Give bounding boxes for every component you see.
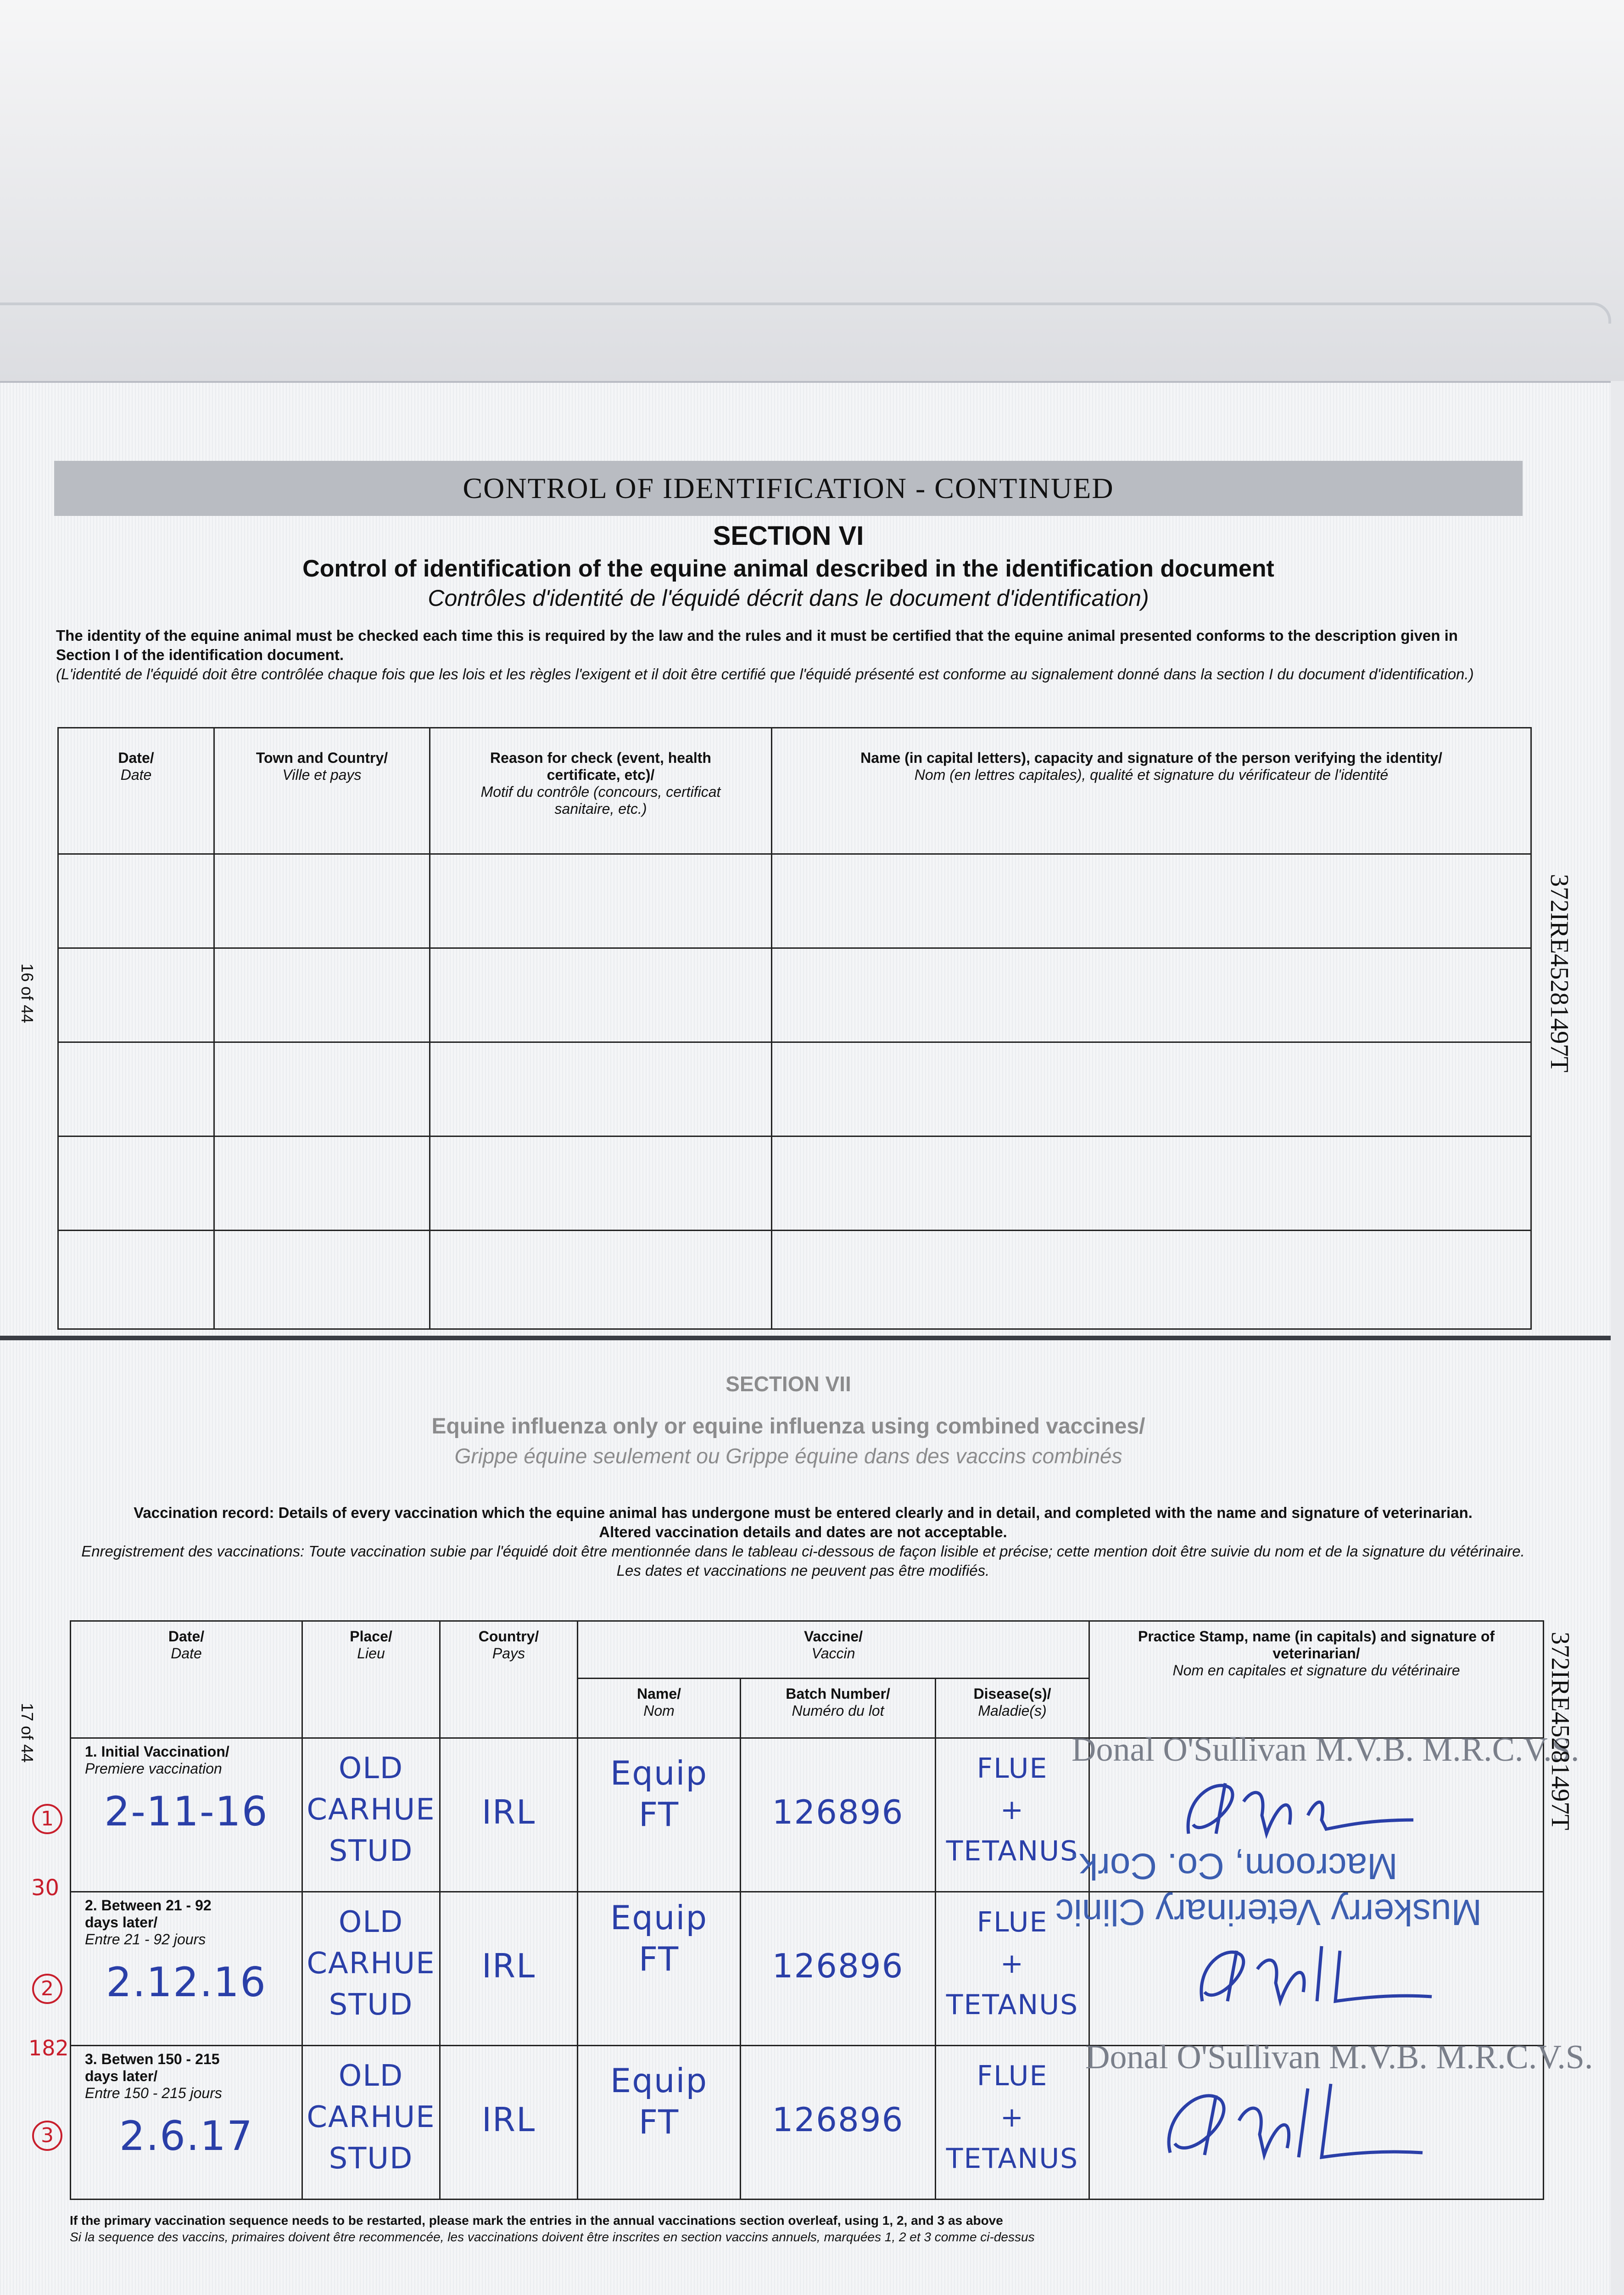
clinic-town-stamp: Macroom, Co. Cork. bbox=[1069, 1846, 1398, 1887]
cell[interactable] bbox=[58, 948, 214, 1042]
passport-id-top: 372IRE45281497T bbox=[1545, 874, 1574, 1073]
margin-circle-3: 3 bbox=[32, 2121, 62, 2151]
section-vi-title: SECTION VI bbox=[713, 521, 864, 551]
page-16 bbox=[0, 381, 1611, 1338]
vaccine-name-line: FT bbox=[638, 1940, 680, 1978]
disease-cell[interactable] bbox=[936, 1738, 1089, 1892]
vaccination-date-cell[interactable] bbox=[71, 1738, 302, 1892]
country-value: IRL bbox=[481, 1947, 536, 1985]
passport-id-bottom: 372IRE45281497T bbox=[1546, 1632, 1574, 1830]
vaccination-header-row-1 bbox=[71, 1621, 1544, 1679]
cell[interactable] bbox=[214, 1136, 430, 1231]
identity-instructions-fr: (L'identité de l'équidé doit être contrôlée chaque fois que les lois et les règles l'exigent et il doit être certifié que l'équidé présenté est conforme au signalement donné dans la section I du document d'identification.) bbox=[56, 666, 1474, 683]
identity-row bbox=[58, 854, 1531, 948]
disease-line: FLUE bbox=[977, 1752, 1048, 1785]
handwritten-date: 2-11-16 bbox=[104, 1788, 268, 1835]
identity-instructions bbox=[56, 626, 1506, 684]
disease-line: TETANUS bbox=[946, 1835, 1079, 1867]
row-label-en: 3. Betwen 150 - 215 days later/ bbox=[85, 2051, 220, 2084]
cell[interactable] bbox=[430, 948, 772, 1042]
section-vi-subtitle-en: Control of identification of the equine animal described in the identification document bbox=[302, 555, 1274, 582]
header-date: Date/ Date bbox=[58, 728, 214, 854]
header-town-country: Town and Country/ Ville et pays bbox=[214, 728, 430, 854]
disease-line: + bbox=[1000, 1948, 1025, 1980]
disease-line: FLUE bbox=[977, 1906, 1048, 1938]
disease-line: + bbox=[1000, 1794, 1025, 1826]
cell[interactable] bbox=[430, 1136, 772, 1231]
header-diseases: Disease(s)/ Maladie(s) bbox=[936, 1679, 1089, 1738]
disease-line: TETANUS bbox=[946, 1989, 1079, 2021]
header-vacc-date: Date/ Date bbox=[71, 1621, 302, 1738]
cell[interactable] bbox=[58, 1042, 214, 1136]
vaccine-name-cell[interactable] bbox=[578, 2046, 741, 2200]
country-cell[interactable] bbox=[440, 2046, 578, 2200]
cell[interactable] bbox=[772, 1136, 1531, 1231]
disease-line: TETANUS bbox=[946, 2143, 1079, 2175]
batch-value: 126896 bbox=[772, 2100, 904, 2139]
vaccination-date-cell[interactable] bbox=[71, 1892, 302, 2046]
margin-circle-1: 1 bbox=[32, 1804, 62, 1834]
cell[interactable] bbox=[214, 854, 430, 948]
footnote-en: If the primary vaccination sequence needs to be restarted, please mark the entries in the annual vaccinations section overleaf, using 1, 2, and 3 as above bbox=[70, 2213, 1003, 2228]
cell[interactable] bbox=[58, 1136, 214, 1231]
footnote-fr: Si la sequence des vaccins, primaires doivent être recommencée, les vaccinations doivent être inscrites en section vaccins annuels, marquées 1, 2 et 3 comme ci-dessus bbox=[70, 2230, 1035, 2244]
handwritten-date: 2.6.17 bbox=[119, 2112, 253, 2160]
batch-value: 126896 bbox=[772, 1793, 904, 1831]
batch-number-cell[interactable] bbox=[741, 1738, 936, 1892]
page-number-16: 16 of 44 bbox=[18, 963, 37, 1024]
place-line: CARHUE bbox=[307, 1793, 435, 1827]
batch-value: 126896 bbox=[772, 1947, 904, 1985]
row-label-en: 1. Initial Vaccination/ bbox=[85, 1743, 229, 1760]
header-batch-number: Batch Number/ Numéro du lot bbox=[741, 1679, 936, 1738]
handwritten-date: 2.12.16 bbox=[106, 1959, 267, 2006]
cell[interactable] bbox=[430, 854, 772, 948]
record-instructions-en-2: Altered vaccination details and dates are not acceptable. bbox=[599, 1523, 1007, 1540]
header-vaccine-name: Name/ Nom bbox=[578, 1679, 741, 1738]
facing-page-edge bbox=[0, 302, 1611, 324]
scanner-background bbox=[0, 0, 1624, 381]
cell[interactable] bbox=[772, 1042, 1531, 1136]
cell[interactable] bbox=[772, 854, 1531, 948]
vaccination-date-cell[interactable] bbox=[71, 2046, 302, 2200]
identity-row bbox=[58, 1231, 1531, 1329]
place-cell[interactable] bbox=[302, 1892, 440, 2046]
row-label-fr: Premiere vaccination bbox=[85, 1760, 222, 1777]
vaccine-name-line: Equip bbox=[610, 1754, 708, 1792]
vaccine-name-line: Equip bbox=[610, 1898, 708, 1937]
cell[interactable] bbox=[214, 1231, 430, 1329]
place-line: STUD bbox=[329, 1834, 413, 1868]
place-line: OLD bbox=[338, 1752, 404, 1786]
vaccine-name-cell[interactable] bbox=[578, 1892, 741, 2046]
place-line: STUD bbox=[329, 2142, 413, 2176]
header-vaccine: Vaccine/ Vaccin bbox=[578, 1621, 1089, 1679]
vet-signature-3 bbox=[1156, 2075, 1432, 2166]
row-label-fr: Entre 21 - 92 jours bbox=[85, 1931, 206, 1948]
country-cell[interactable] bbox=[440, 1738, 578, 1892]
header-country: Country/ Pays bbox=[440, 1621, 578, 1738]
footnote bbox=[70, 2212, 1538, 2245]
identity-table-header-row bbox=[58, 728, 1531, 854]
vet-signature-1 bbox=[1175, 1769, 1432, 1843]
batch-number-cell[interactable] bbox=[741, 2046, 936, 2200]
vaccine-name-line: FT bbox=[638, 1795, 680, 1834]
header-practice-stamp: Practice Stamp, name (in capitals) and signature of veterinarian/ Nom en capitales et signature du vétérinaire bbox=[1089, 1621, 1544, 1738]
band-title: CONTROL OF IDENTIFICATION - CONTINUED bbox=[54, 461, 1523, 516]
margin-interval-30: 30 bbox=[31, 1875, 60, 1901]
section-vii-subtitle-fr: Grippe équine seulement ou Grippe équine dans des vaccins combinés bbox=[454, 1444, 1122, 1468]
place-line: STUD bbox=[329, 1988, 413, 2022]
row-label-fr: Entre 150 - 215 jours bbox=[85, 2085, 222, 2101]
place-cell[interactable] bbox=[302, 2046, 440, 2200]
disease-cell[interactable] bbox=[936, 2046, 1089, 2200]
vet-name-stamp-1: Donal O'Sullivan M.V.B. M.R.C.V.S. bbox=[1072, 1731, 1579, 1769]
cell[interactable] bbox=[58, 854, 214, 948]
cell[interactable] bbox=[214, 1042, 430, 1136]
batch-number-cell[interactable] bbox=[741, 1892, 936, 2046]
row-label-en: 2. Between 21 - 92 days later/ bbox=[85, 1897, 212, 1931]
vet-name-stamp-3: Donal O'Sullivan M.V.B. M.R.C.V.S. bbox=[1085, 2038, 1593, 2076]
identity-check-table bbox=[57, 727, 1532, 1330]
place-line: OLD bbox=[338, 2059, 404, 2093]
identity-row bbox=[58, 1136, 1531, 1231]
cell[interactable] bbox=[58, 1231, 214, 1329]
margin-interval-182: 182 bbox=[28, 2036, 69, 2060]
identity-instructions-en: The identity of the equine animal must be checked each time this is required by the law and the rules and it must be certified that the equine animal presented conforms to the description given in Section I of the identification document. bbox=[56, 627, 1458, 663]
section-vii-title: SECTION VII bbox=[725, 1372, 851, 1396]
vaccine-name-cell[interactable] bbox=[578, 1738, 741, 1892]
section-vii-subtitle-en: Equine influenza only or equine influenza using combined vaccines/ bbox=[431, 1414, 1145, 1439]
cell[interactable] bbox=[214, 948, 430, 1042]
cell[interactable] bbox=[430, 1042, 772, 1136]
margin-circle-2: 2 bbox=[32, 1974, 62, 2004]
identity-row bbox=[58, 1042, 1531, 1136]
section-vi-subtitle-fr: Contrôles d'identité de l'équidé décrit dans le document d'identification) bbox=[428, 585, 1149, 611]
record-instructions-fr: Enregistrement des vaccinations: Toute vaccination subie par l'équidé doit être mentionnée dans le tableau ci-dessous de façon lisible et précise; cette mention doit être suivie du nom et de la signature du vétérinaire. Les dates et vaccinations ne peuvent pas être modifiés. bbox=[81, 1543, 1525, 1579]
vaccine-name-line: Equip bbox=[610, 2061, 708, 2100]
record-instructions-en-1: Vaccination record: Details of every vaccination which the equine animal has undergone must be entered clearly and in detail, and completed with the name and signature of veterinarian. bbox=[134, 1504, 1473, 1521]
cell[interactable] bbox=[772, 1231, 1531, 1329]
cell[interactable] bbox=[772, 948, 1531, 1042]
country-cell[interactable] bbox=[440, 1892, 578, 2046]
disease-line: FLUE bbox=[977, 2060, 1048, 2092]
disease-line: + bbox=[1000, 2101, 1025, 2133]
header-place: Place/ Lieu bbox=[302, 1621, 440, 1738]
place-line: OLD bbox=[338, 1905, 404, 1939]
page-17 bbox=[0, 1336, 1611, 2295]
header-reason: Reason for check (event, health certificate, etc)/ Motif du contrôle (concours, certificat sanitaire, etc.) bbox=[430, 728, 772, 854]
place-line: CARHUE bbox=[307, 1947, 435, 1981]
vet-signature-2 bbox=[1184, 1932, 1441, 2010]
header-verifier: Name (in capital letters), capacity and signature of the person verifying the identity/ Nom (en lettres capitales), qualité et signature du vérificateur de l'identité bbox=[772, 728, 1531, 854]
identity-row bbox=[58, 948, 1531, 1042]
country-value: IRL bbox=[481, 2100, 536, 2139]
place-line: CARHUE bbox=[307, 2100, 435, 2134]
vaccine-name-line: FT bbox=[638, 2103, 680, 2141]
page-number-17: 17 of 44 bbox=[18, 1703, 37, 1763]
vaccination-record-instructions bbox=[69, 1503, 1537, 1580]
clinic-name-stamp: Muskerry Veterinary Clinic bbox=[1055, 1892, 1482, 1933]
country-value: IRL bbox=[481, 1793, 536, 1831]
cell[interactable] bbox=[430, 1231, 772, 1329]
place-cell[interactable] bbox=[302, 1738, 440, 1892]
